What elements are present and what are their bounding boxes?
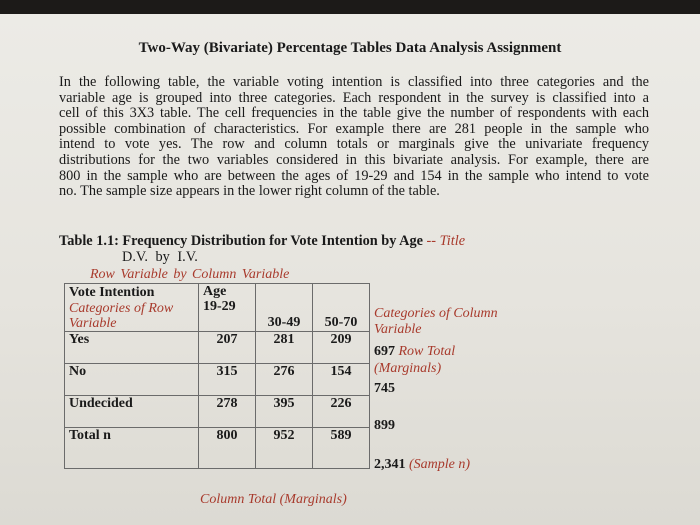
table-row (65, 396, 370, 428)
table-cell: 276 (256, 364, 313, 396)
sample-total-value: 2,341 (374, 457, 406, 472)
table-cell: 207 (199, 332, 256, 364)
table-header-row (65, 284, 370, 332)
column-header (199, 284, 256, 332)
column-category: 30-49 (267, 315, 301, 330)
sample-note: (Sample n) (409, 457, 471, 472)
table-cell: 278 (199, 396, 256, 428)
table-caption-text: Table 1.1: Frequency Distribution for Vote Intention by Age (59, 233, 423, 249)
table-cell: 209 (313, 332, 370, 364)
table-cell: 226 (313, 396, 370, 428)
document-title: Two-Way (Bivariate) Percentage Tables Data Analysis Assignment (138, 40, 562, 56)
column-category: 50-70 (324, 315, 358, 330)
table-total-row (65, 428, 370, 469)
row-col-variable-label: Row Variable by Column Variable (90, 267, 290, 282)
sample-total (374, 457, 470, 473)
row-total-note: Row Total (Marginals) (374, 344, 456, 376)
row-total-no (374, 381, 395, 397)
row-total-yes (374, 343, 494, 377)
table-caption (59, 233, 465, 250)
row-label: Yes (65, 332, 199, 364)
column-total-note: Column Total (Marginals) (200, 492, 347, 507)
table-cell: 800 (199, 428, 256, 469)
column-category: 19-29 (203, 299, 236, 314)
table-caption-note: -- Title (426, 233, 466, 249)
table-row (65, 332, 370, 364)
frequency-table-wrapper (64, 283, 370, 469)
paragraph-line: intend to vote yes. The row and column totals or marginals give the univariate frequency (59, 136, 649, 153)
column-header (256, 284, 313, 332)
row-total-value: 745 (374, 381, 395, 396)
intro-paragraph (59, 75, 649, 200)
table-cell: 281 (256, 332, 313, 364)
column-categories-note (374, 306, 524, 338)
paragraph-line: possible combination of characteristics. For example there are 281 people in the sample who (59, 120, 649, 137)
row-total-value: 697 (374, 344, 395, 359)
table-cell: 589 (313, 428, 370, 469)
table-cell: 952 (256, 428, 313, 469)
row-label: Total n (65, 428, 199, 469)
frequency-table (64, 283, 370, 469)
paragraph-line: In the following table, the variable voting intention is classified into three categories and the (59, 74, 649, 90)
row-variable-header (65, 284, 199, 332)
paragraph-line: no. The sample size appears in the lower right column of the table. (59, 183, 440, 200)
column-header (313, 284, 370, 332)
row-header-label: Vote Intention (69, 285, 155, 300)
row-label: Undecided (65, 396, 199, 428)
paragraph-line: distributions for the two variables considered in this bivariate analysis. For example, there are (59, 151, 649, 168)
table-cell: 395 (256, 396, 313, 428)
row-label: No (65, 364, 199, 396)
row-total-undecided (374, 418, 395, 434)
column-categories-note-text: Categories of Column Variable (374, 306, 498, 337)
dv-iv-label: D.V. by I.V. (122, 249, 198, 265)
table-row (65, 364, 370, 396)
paragraph-line: variable age is grouped into three categories. Each respondent in the survey is classified into a (59, 89, 649, 106)
row-total-value: 899 (374, 418, 395, 433)
row-header-note: Categories of Row Variable (69, 301, 174, 331)
table-cell: 154 (313, 364, 370, 396)
paragraph-line: 800 in the sample who are between the ages of 19-29 and 154 in the sample who intend to vote (59, 167, 649, 184)
paragraph-line: cell of this 3X3 table. The cell frequencies in the table give the number of respondents with each (59, 105, 649, 122)
age-header: Age (203, 284, 227, 299)
table-cell: 315 (199, 364, 256, 396)
